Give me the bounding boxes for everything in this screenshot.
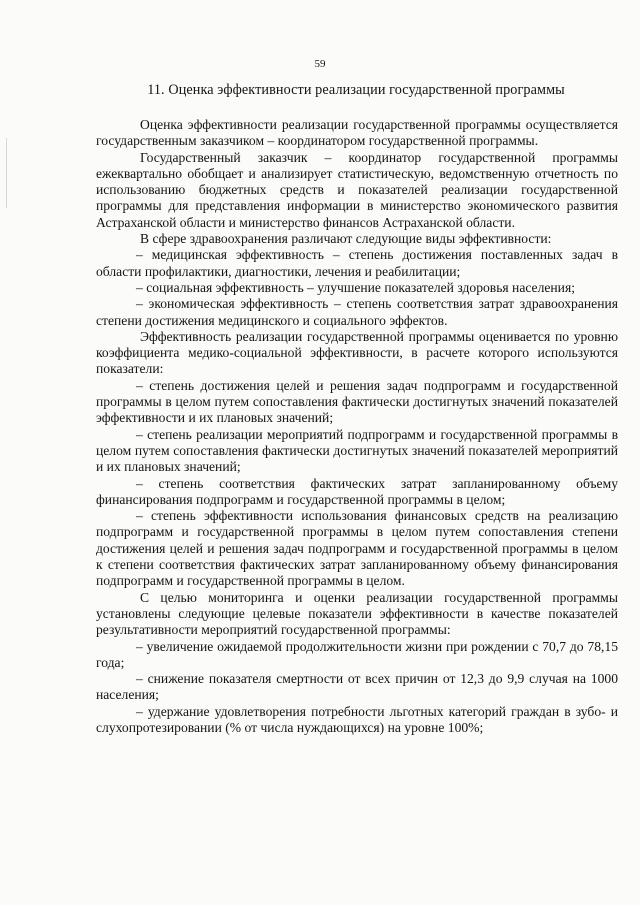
- list-item-financial: – степень эффективности использования финансовых средств на реализацию подпрограмм и государственной программы в целом путем сопоставления степени достижения целей и решения задач подпрограмм и государственной программы в целом к степени соответствия фактических затрат запланированному объему финансирования подпрограмм и государственной программы в целом.: [96, 508, 618, 589]
- list-item-measures: – степень реализации мероприятий подпрограмм и государственной программы в целом путем сопоставления фактически достигнутых значений показателей мероприятий и их плановых значений;: [96, 426, 618, 475]
- page-number: 59: [314, 58, 326, 70]
- list-item-medical: – медицинская эффективность – степень достижения поставленных задач в области профилактики, диагностики, лечения и реабилитации;: [96, 247, 618, 279]
- section-heading: 11. Оценка эффективности реализации государственной программы: [147, 82, 565, 98]
- list-item-goals: – степень достижения целей и решения задач подпрограмм и государственной программы в целом путем сопоставления фактически достигнутых значений показателей эффективности и их плановых значений;: [96, 377, 618, 426]
- list-item-prosthetics: – удержание удовлетворения потребности льготных категорий граждан в зубо- и слухопротезировании (% от числа нуждающихся) на уровне 100%;: [96, 703, 618, 735]
- scan-margin-mark: [6, 138, 7, 208]
- paragraph-efficiency-types: В сфере здравоохранения различают следующие виды эффективности:: [140, 231, 552, 247]
- paragraph-coordinator: Государственный заказчик – координатор государственной программы ежеквартально обобщает и анализирует статистическую, ведомственную отчетность по использованию бюджетных средств и показателей реализации государственной программы для представления информации в министерство экономического развития Астраханской области и министерство финансов Астраханской области.: [96, 149, 618, 230]
- document-body: [96, 117, 618, 736]
- paragraph-intro: Оценка эффективности реализации государственной программы осуществляется государственным заказчиком – координатором государственной программы.: [96, 117, 618, 149]
- paragraph-monitoring: С целью мониторинга и оценки реализации государственной программы установлены следующие целевые показатели эффективности в качестве показателей результативности мероприятий государственной программы:: [96, 589, 618, 638]
- paragraph-coefficient: Эффективность реализации государственной программы оценивается по уровню коэффициента медико-социальной эффективности, в расчете которого используются показатели:: [96, 328, 618, 377]
- list-item-economic: – экономическая эффективность – степень соответствия затрат здравоохранения степени достижения медицинского и социального эффектов.: [96, 296, 618, 328]
- list-item-life-expectancy: – увеличение ожидаемой продолжительности жизни при рождении с 70,7 до 78,15 года;: [96, 638, 618, 670]
- list-item-social: – социальная эффективность – улучшение показателей здоровья населения;: [136, 279, 575, 295]
- list-item-mortality: – снижение показателя смертности от всех причин от 12,3 до 9,9 случая на 1000 населения;: [96, 671, 618, 703]
- list-item-costs: – степень соответствия фактических затрат запланированному объему финансирования подпрограмм и государственной программы в целом;: [96, 475, 618, 507]
